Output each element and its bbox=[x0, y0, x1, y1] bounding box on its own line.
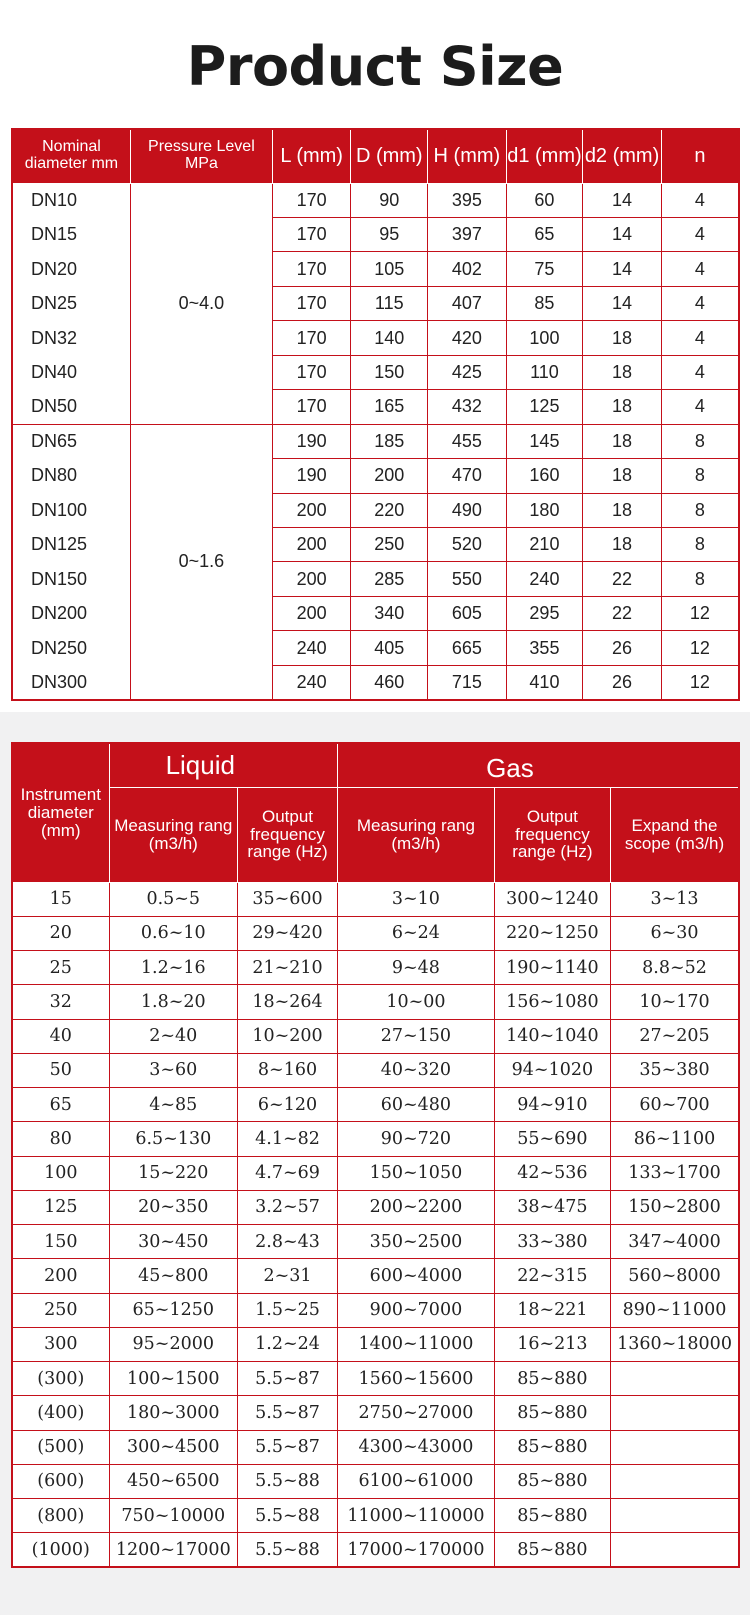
gas-output-frequency-cell: 156~1080 bbox=[494, 985, 610, 1019]
nominal-diameter-cell: DN20 bbox=[12, 252, 130, 286]
liquid-measuring-range-cell: 4~85 bbox=[109, 1088, 237, 1122]
page-title: Product Size bbox=[186, 35, 564, 98]
liquid-output-frequency-cell: 29~420 bbox=[237, 916, 337, 950]
header-n: n bbox=[661, 129, 739, 183]
size-table-row bbox=[12, 217, 739, 251]
flow-table-row bbox=[12, 916, 739, 950]
cell-d: 95 bbox=[351, 217, 428, 251]
cell-d: 185 bbox=[351, 424, 428, 458]
gas-output-frequency-cell: 22~315 bbox=[494, 1259, 610, 1293]
cell-d2: 18 bbox=[583, 321, 662, 355]
header-gas: Gas bbox=[338, 743, 739, 787]
gas-expand-scope-cell: 8.8~52 bbox=[611, 951, 739, 985]
nominal-diameter-cell: DN32 bbox=[12, 321, 130, 355]
header-liquid-measuring-range: Measuring rang (m3/h) bbox=[109, 787, 237, 882]
liquid-output-frequency-cell: 21~210 bbox=[237, 951, 337, 985]
cell-l: 240 bbox=[272, 631, 351, 665]
header-l: L (mm) bbox=[272, 129, 351, 183]
flow-table-row bbox=[12, 1396, 739, 1430]
instrument-diameter-cell: 125 bbox=[12, 1190, 109, 1224]
header-nominal-diameter: Nominal diameter mm bbox=[12, 129, 130, 183]
liquid-output-frequency-cell: 5.5~87 bbox=[237, 1396, 337, 1430]
cell-h: 520 bbox=[428, 528, 507, 562]
instrument-diameter-cell: 50 bbox=[12, 1053, 109, 1087]
gas-measuring-range-cell: 900~7000 bbox=[338, 1293, 495, 1327]
header-d: D (mm) bbox=[351, 129, 428, 183]
cell-n: 8 bbox=[661, 459, 739, 493]
gas-expand-scope-cell: 1360~18000 bbox=[611, 1327, 739, 1361]
gas-expand-scope-cell: 560~8000 bbox=[611, 1259, 739, 1293]
liquid-measuring-range-cell: 180~3000 bbox=[109, 1396, 237, 1430]
cell-h: 432 bbox=[428, 390, 507, 424]
liquid-output-frequency-cell: 5.5~88 bbox=[237, 1499, 337, 1533]
gas-output-frequency-cell: 85~880 bbox=[494, 1464, 610, 1498]
nominal-diameter-cell: DN25 bbox=[12, 286, 130, 320]
liquid-measuring-range-cell: 3~60 bbox=[109, 1053, 237, 1087]
instrument-diameter-cell: 150 bbox=[12, 1225, 109, 1259]
cell-d2: 18 bbox=[583, 459, 662, 493]
nominal-diameter-cell: DN80 bbox=[12, 459, 130, 493]
cell-d1: 125 bbox=[506, 390, 583, 424]
cell-d1: 75 bbox=[506, 252, 583, 286]
instrument-diameter-cell: (500) bbox=[12, 1430, 109, 1464]
cell-d1: 110 bbox=[506, 355, 583, 389]
gas-measuring-range-cell: 40~320 bbox=[338, 1053, 495, 1087]
cell-n: 4 bbox=[661, 355, 739, 389]
liquid-measuring-range-cell: 20~350 bbox=[109, 1190, 237, 1224]
header-d2: d2 (mm) bbox=[583, 129, 662, 183]
gas-measuring-range-cell: 9~48 bbox=[338, 951, 495, 985]
cell-d2: 18 bbox=[583, 493, 662, 527]
flow-table-row bbox=[12, 985, 739, 1019]
flow-table-row bbox=[12, 1499, 739, 1533]
flow-table-row bbox=[12, 1122, 739, 1156]
gas-output-frequency-cell: 94~1020 bbox=[494, 1053, 610, 1087]
cell-h: 425 bbox=[428, 355, 507, 389]
gas-output-frequency-cell: 140~1040 bbox=[494, 1019, 610, 1053]
gas-expand-scope-cell: 347~4000 bbox=[611, 1225, 739, 1259]
cell-n: 4 bbox=[661, 217, 739, 251]
gas-output-frequency-cell: 94~910 bbox=[494, 1088, 610, 1122]
nominal-diameter-cell: DN250 bbox=[12, 631, 130, 665]
gas-output-frequency-cell: 33~380 bbox=[494, 1225, 610, 1259]
cell-n: 4 bbox=[661, 252, 739, 286]
flow-table-row bbox=[12, 1019, 739, 1053]
liquid-output-frequency-cell: 5.5~88 bbox=[237, 1464, 337, 1498]
instrument-diameter-cell: (1000) bbox=[12, 1533, 109, 1567]
cell-d2: 26 bbox=[583, 631, 662, 665]
cell-d2: 18 bbox=[583, 390, 662, 424]
gas-output-frequency-cell: 42~536 bbox=[494, 1156, 610, 1190]
header-d1: d1 (mm) bbox=[506, 129, 583, 183]
size-table-row bbox=[12, 183, 739, 217]
instrument-diameter-cell: 32 bbox=[12, 985, 109, 1019]
flow-table-row bbox=[12, 1225, 739, 1259]
liquid-measuring-range-cell: 95~2000 bbox=[109, 1327, 237, 1361]
size-table-row bbox=[12, 459, 739, 493]
liquid-output-frequency-cell: 2~31 bbox=[237, 1259, 337, 1293]
gas-output-frequency-cell: 55~690 bbox=[494, 1122, 610, 1156]
gas-measuring-range-cell: 10~00 bbox=[338, 985, 495, 1019]
liquid-output-frequency-cell: 5.5~87 bbox=[237, 1362, 337, 1396]
liquid-measuring-range-cell: 100~1500 bbox=[109, 1362, 237, 1396]
flow-table-row bbox=[12, 1293, 739, 1327]
flow-table-group-row bbox=[12, 743, 739, 787]
liquid-output-frequency-cell: 3.2~57 bbox=[237, 1190, 337, 1224]
instrument-diameter-cell: (300) bbox=[12, 1362, 109, 1396]
cell-d: 460 bbox=[351, 665, 428, 700]
cell-l: 200 bbox=[272, 493, 351, 527]
flow-table-row bbox=[12, 882, 739, 916]
gas-expand-scope-cell: 86~1100 bbox=[611, 1122, 739, 1156]
flow-table-sub-header-row bbox=[12, 787, 739, 882]
instrument-diameter-cell: 15 bbox=[12, 882, 109, 916]
liquid-measuring-range-cell: 1200~17000 bbox=[109, 1533, 237, 1567]
header-h: H (mm) bbox=[428, 129, 507, 183]
cell-d1: 85 bbox=[506, 286, 583, 320]
gas-expand-scope-cell: 60~700 bbox=[611, 1088, 739, 1122]
gas-output-frequency-cell: 190~1140 bbox=[494, 951, 610, 985]
size-table-header-row bbox=[12, 129, 739, 183]
gas-measuring-range-cell: 6~24 bbox=[338, 916, 495, 950]
instrument-diameter-cell: 20 bbox=[12, 916, 109, 950]
cell-n: 4 bbox=[661, 390, 739, 424]
flow-table-row bbox=[12, 1362, 739, 1396]
cell-d: 90 bbox=[351, 183, 428, 217]
gas-measuring-range-cell: 3~10 bbox=[338, 882, 495, 916]
size-table-row bbox=[12, 562, 739, 596]
gas-measuring-range-cell: 200~2200 bbox=[338, 1190, 495, 1224]
instrument-diameter-cell: 100 bbox=[12, 1156, 109, 1190]
cell-d: 115 bbox=[351, 286, 428, 320]
instrument-diameter-cell: 250 bbox=[12, 1293, 109, 1327]
cell-n: 8 bbox=[661, 528, 739, 562]
liquid-output-frequency-cell: 4.1~82 bbox=[237, 1122, 337, 1156]
gas-output-frequency-cell: 38~475 bbox=[494, 1190, 610, 1224]
cell-h: 395 bbox=[428, 183, 507, 217]
cell-l: 200 bbox=[272, 562, 351, 596]
cell-d: 140 bbox=[351, 321, 428, 355]
flow-table-row bbox=[12, 951, 739, 985]
nominal-diameter-cell: DN50 bbox=[12, 390, 130, 424]
gas-output-frequency-cell: 85~880 bbox=[494, 1430, 610, 1464]
instrument-diameter-cell: 80 bbox=[12, 1122, 109, 1156]
instrument-diameter-cell: (600) bbox=[12, 1464, 109, 1498]
nominal-diameter-cell: DN65 bbox=[12, 424, 130, 458]
cell-h: 470 bbox=[428, 459, 507, 493]
cell-h: 550 bbox=[428, 562, 507, 596]
cell-d2: 18 bbox=[583, 424, 662, 458]
cell-n: 8 bbox=[661, 493, 739, 527]
gas-expand-scope-cell bbox=[611, 1533, 739, 1567]
product-size-table bbox=[11, 128, 740, 701]
cell-l: 170 bbox=[272, 355, 351, 389]
cell-d2: 18 bbox=[583, 355, 662, 389]
cell-d2: 22 bbox=[583, 562, 662, 596]
instrument-diameter-cell: 40 bbox=[12, 1019, 109, 1053]
liquid-measuring-range-cell: 0.5~5 bbox=[109, 882, 237, 916]
instrument-diameter-cell: 200 bbox=[12, 1259, 109, 1293]
liquid-output-frequency-cell: 8~160 bbox=[237, 1053, 337, 1087]
gas-measuring-range-cell: 90~720 bbox=[338, 1122, 495, 1156]
instrument-diameter-cell: 65 bbox=[12, 1088, 109, 1122]
gas-expand-scope-cell bbox=[611, 1362, 739, 1396]
cell-l: 200 bbox=[272, 596, 351, 630]
cell-l: 170 bbox=[272, 321, 351, 355]
flow-table-row bbox=[12, 1430, 739, 1464]
nominal-diameter-cell: DN125 bbox=[12, 528, 130, 562]
liquid-measuring-range-cell: 45~800 bbox=[109, 1259, 237, 1293]
instrument-diameter-cell: 300 bbox=[12, 1327, 109, 1361]
cell-l: 170 bbox=[272, 390, 351, 424]
flow-table-row bbox=[12, 1053, 739, 1087]
gas-expand-scope-cell: 3~13 bbox=[611, 882, 739, 916]
nominal-diameter-cell: DN200 bbox=[12, 596, 130, 630]
size-table-row bbox=[12, 355, 739, 389]
header-gas-expand-scope: Expand the scope (m3/h) bbox=[611, 787, 739, 882]
gas-measuring-range-cell: 27~150 bbox=[338, 1019, 495, 1053]
cell-l: 170 bbox=[272, 217, 351, 251]
liquid-output-frequency-cell: 4.7~69 bbox=[237, 1156, 337, 1190]
liquid-measuring-range-cell: 65~1250 bbox=[109, 1293, 237, 1327]
cell-d1: 355 bbox=[506, 631, 583, 665]
cell-d1: 210 bbox=[506, 528, 583, 562]
gas-output-frequency-cell: 85~880 bbox=[494, 1499, 610, 1533]
cell-l: 170 bbox=[272, 252, 351, 286]
liquid-output-frequency-cell: 5.5~87 bbox=[237, 1430, 337, 1464]
size-table-row bbox=[12, 596, 739, 630]
cell-l: 240 bbox=[272, 665, 351, 700]
header-pressure-level: Pressure Level MPa bbox=[130, 129, 272, 183]
cell-d1: 410 bbox=[506, 665, 583, 700]
cell-n: 8 bbox=[661, 424, 739, 458]
gas-output-frequency-cell: 85~880 bbox=[494, 1362, 610, 1396]
size-table-row bbox=[12, 390, 739, 424]
cell-l: 170 bbox=[272, 183, 351, 217]
gas-measuring-range-cell: 17000~170000 bbox=[338, 1533, 495, 1567]
gas-measuring-range-cell: 150~1050 bbox=[338, 1156, 495, 1190]
gas-output-frequency-cell: 220~1250 bbox=[494, 916, 610, 950]
cell-l: 190 bbox=[272, 424, 351, 458]
nominal-diameter-cell: DN100 bbox=[12, 493, 130, 527]
flow-table-row bbox=[12, 1533, 739, 1567]
cell-n: 12 bbox=[661, 596, 739, 630]
flow-range-table bbox=[11, 742, 740, 1568]
liquid-measuring-range-cell: 450~6500 bbox=[109, 1464, 237, 1498]
liquid-output-frequency-cell: 6~120 bbox=[237, 1088, 337, 1122]
size-table-row bbox=[12, 528, 739, 562]
nominal-diameter-cell: DN300 bbox=[12, 665, 130, 700]
cell-d: 165 bbox=[351, 390, 428, 424]
cell-l: 170 bbox=[272, 286, 351, 320]
liquid-measuring-range-cell: 1.8~20 bbox=[109, 985, 237, 1019]
liquid-measuring-range-cell: 6.5~130 bbox=[109, 1122, 237, 1156]
cell-l: 190 bbox=[272, 459, 351, 493]
flow-table-row bbox=[12, 1327, 739, 1361]
liquid-output-frequency-cell: 2.8~43 bbox=[237, 1225, 337, 1259]
cell-d: 250 bbox=[351, 528, 428, 562]
cell-d: 220 bbox=[351, 493, 428, 527]
cell-h: 402 bbox=[428, 252, 507, 286]
cell-h: 420 bbox=[428, 321, 507, 355]
liquid-output-frequency-cell: 35~600 bbox=[237, 882, 337, 916]
header-instrument-diameter: Instrument diameter (mm) bbox=[12, 743, 109, 882]
header-gas-output-frequency: Output frequency range (Hz) bbox=[494, 787, 610, 882]
cell-d: 105 bbox=[351, 252, 428, 286]
size-table-row bbox=[12, 493, 739, 527]
cell-h: 605 bbox=[428, 596, 507, 630]
cell-d: 285 bbox=[351, 562, 428, 596]
gas-expand-scope-cell: 6~30 bbox=[611, 916, 739, 950]
gas-expand-scope-cell: 35~380 bbox=[611, 1053, 739, 1087]
header-liquid-output-frequency: Output frequency range (Hz) bbox=[237, 787, 337, 882]
cell-d2: 14 bbox=[583, 286, 662, 320]
gas-output-frequency-cell: 85~880 bbox=[494, 1396, 610, 1430]
liquid-measuring-range-cell: 750~10000 bbox=[109, 1499, 237, 1533]
liquid-output-frequency-cell: 1.2~24 bbox=[237, 1327, 337, 1361]
liquid-measuring-range-cell: 1.2~16 bbox=[109, 951, 237, 985]
size-table-row bbox=[12, 252, 739, 286]
cell-d1: 180 bbox=[506, 493, 583, 527]
gas-expand-scope-cell: 10~170 bbox=[611, 985, 739, 1019]
gas-measuring-range-cell: 1560~15600 bbox=[338, 1362, 495, 1396]
cell-d2: 14 bbox=[583, 217, 662, 251]
liquid-output-frequency-cell: 5.5~88 bbox=[237, 1533, 337, 1567]
size-table-row bbox=[12, 321, 739, 355]
nominal-diameter-cell: DN10 bbox=[12, 183, 130, 217]
nominal-diameter-cell: DN150 bbox=[12, 562, 130, 596]
liquid-output-frequency-cell: 18~264 bbox=[237, 985, 337, 1019]
cell-l: 200 bbox=[272, 528, 351, 562]
gas-expand-scope-cell: 150~2800 bbox=[611, 1190, 739, 1224]
cell-d1: 100 bbox=[506, 321, 583, 355]
size-table-row bbox=[12, 424, 739, 458]
gas-measuring-range-cell: 2750~27000 bbox=[338, 1396, 495, 1430]
gas-measuring-range-cell: 600~4000 bbox=[338, 1259, 495, 1293]
cell-h: 397 bbox=[428, 217, 507, 251]
cell-d: 150 bbox=[351, 355, 428, 389]
cell-d1: 145 bbox=[506, 424, 583, 458]
cell-d1: 240 bbox=[506, 562, 583, 596]
gas-measuring-range-cell: 1400~11000 bbox=[338, 1327, 495, 1361]
flow-table-row bbox=[12, 1156, 739, 1190]
cell-d2: 14 bbox=[583, 252, 662, 286]
gas-measuring-range-cell: 4300~43000 bbox=[338, 1430, 495, 1464]
cell-h: 455 bbox=[428, 424, 507, 458]
liquid-measuring-range-cell: 0.6~10 bbox=[109, 916, 237, 950]
nominal-diameter-cell: DN40 bbox=[12, 355, 130, 389]
cell-d2: 22 bbox=[583, 596, 662, 630]
liquid-measuring-range-cell: 2~40 bbox=[109, 1019, 237, 1053]
flow-table-row bbox=[12, 1088, 739, 1122]
gas-output-frequency-cell: 16~213 bbox=[494, 1327, 610, 1361]
gas-measuring-range-cell: 60~480 bbox=[338, 1088, 495, 1122]
cell-h: 665 bbox=[428, 631, 507, 665]
flow-table-row bbox=[12, 1259, 739, 1293]
gas-measuring-range-cell: 11000~110000 bbox=[338, 1499, 495, 1533]
cell-n: 4 bbox=[661, 286, 739, 320]
cell-d1: 160 bbox=[506, 459, 583, 493]
cell-h: 715 bbox=[428, 665, 507, 700]
cell-d1: 295 bbox=[506, 596, 583, 630]
cell-d: 405 bbox=[351, 631, 428, 665]
flow-table-row bbox=[12, 1464, 739, 1498]
cell-d1: 65 bbox=[506, 217, 583, 251]
instrument-diameter-cell: 25 bbox=[12, 951, 109, 985]
cell-d2: 18 bbox=[583, 528, 662, 562]
pressure-level-cell: 0~4.0 bbox=[130, 183, 272, 424]
gas-measuring-range-cell: 6100~61000 bbox=[338, 1464, 495, 1498]
cell-d2: 26 bbox=[583, 665, 662, 700]
liquid-measuring-range-cell: 15~220 bbox=[109, 1156, 237, 1190]
size-table-row bbox=[12, 286, 739, 320]
gas-expand-scope-cell bbox=[611, 1464, 739, 1498]
gas-measuring-range-cell: 350~2500 bbox=[338, 1225, 495, 1259]
cell-n: 4 bbox=[661, 183, 739, 217]
cell-n: 12 bbox=[661, 665, 739, 700]
nominal-diameter-cell: DN15 bbox=[12, 217, 130, 251]
cell-h: 407 bbox=[428, 286, 507, 320]
liquid-measuring-range-cell: 300~4500 bbox=[109, 1430, 237, 1464]
cell-d1: 60 bbox=[506, 183, 583, 217]
pressure-level-cell: 0~1.6 bbox=[130, 424, 272, 700]
gas-output-frequency-cell: 18~221 bbox=[494, 1293, 610, 1327]
gas-expand-scope-cell: 133~1700 bbox=[611, 1156, 739, 1190]
cell-d: 340 bbox=[351, 596, 428, 630]
liquid-output-frequency-cell: 1.5~25 bbox=[237, 1293, 337, 1327]
cell-d: 200 bbox=[351, 459, 428, 493]
cell-n: 8 bbox=[661, 562, 739, 596]
size-table-row bbox=[12, 631, 739, 665]
gas-expand-scope-cell bbox=[611, 1430, 739, 1464]
liquid-output-frequency-cell: 10~200 bbox=[237, 1019, 337, 1053]
cell-d2: 14 bbox=[583, 183, 662, 217]
gas-expand-scope-cell: 27~205 bbox=[611, 1019, 739, 1053]
header-gas-measuring-range: Measuring rang (m3/h) bbox=[338, 787, 495, 882]
gas-output-frequency-cell: 85~880 bbox=[494, 1533, 610, 1567]
header-liquid: Liquid bbox=[109, 743, 338, 787]
flow-table-row bbox=[12, 1190, 739, 1224]
gas-expand-scope-cell: 890~11000 bbox=[611, 1293, 739, 1327]
gas-output-frequency-cell: 300~1240 bbox=[494, 882, 610, 916]
gas-expand-scope-cell bbox=[611, 1499, 739, 1533]
size-table-row bbox=[12, 665, 739, 700]
cell-h: 490 bbox=[428, 493, 507, 527]
cell-n: 12 bbox=[661, 631, 739, 665]
gas-expand-scope-cell bbox=[611, 1396, 739, 1430]
cell-n: 4 bbox=[661, 321, 739, 355]
liquid-measuring-range-cell: 30~450 bbox=[109, 1225, 237, 1259]
instrument-diameter-cell: (800) bbox=[12, 1499, 109, 1533]
instrument-diameter-cell: (400) bbox=[12, 1396, 109, 1430]
